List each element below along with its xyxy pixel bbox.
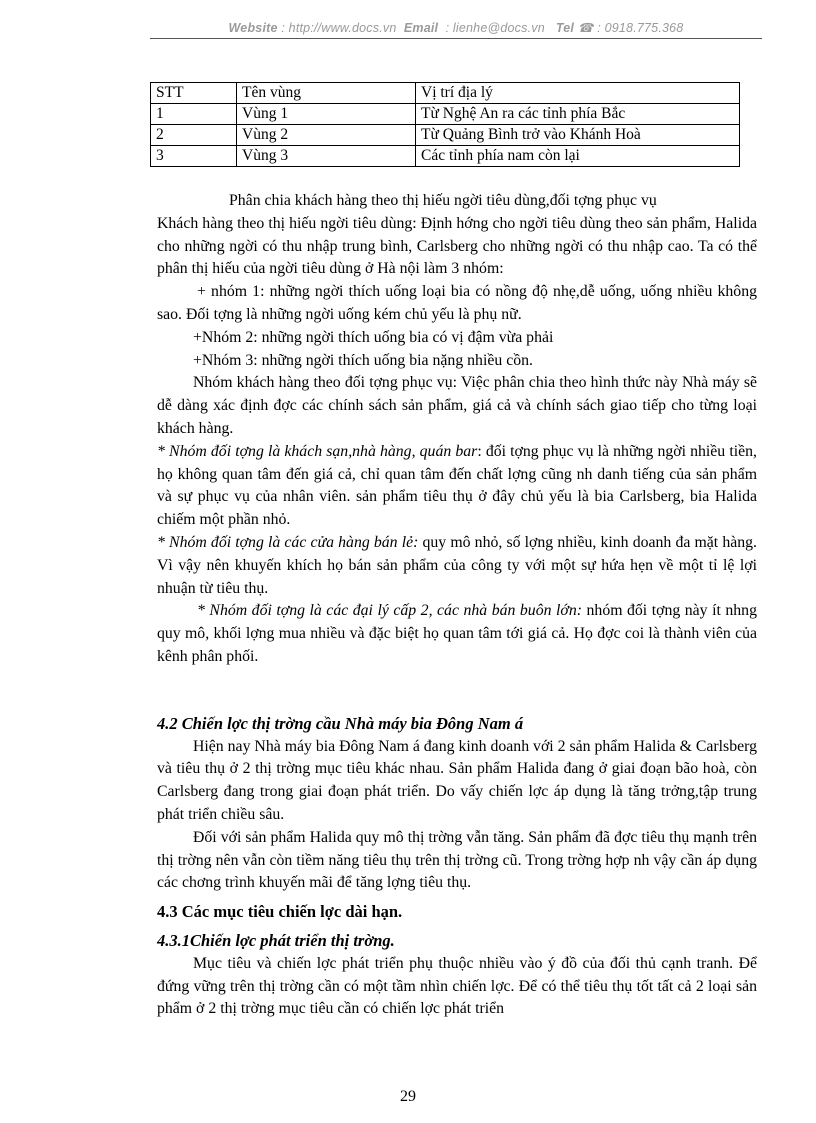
paragraph: Phân chia khách hàng theo thị hiếu ngời tiêu dùng,đối tợng phục vụ bbox=[229, 192, 657, 209]
table-cell: Vùng 1 bbox=[237, 104, 416, 125]
table-cell: Vùng 2 bbox=[237, 125, 416, 146]
table-cell: Từ Quảng Bình trở vào Khánh Hoà bbox=[416, 125, 740, 146]
paragraph: Khách hàng theo thị hiếu ngời tiêu dùng: Định hớng cho ngời tiêu dùng theo sản phẩm, Halida cho những ngời có thu nhập trung bình, Carlsberg cho những ngời có thu nhập cao. Ta có thể phân thị hiếu của ngời tiêu dùng ở Hà nội làm 3 nhóm: bbox=[157, 214, 757, 278]
page-number: 29 bbox=[400, 1088, 416, 1105]
table-header-cell: STT bbox=[151, 83, 237, 104]
table-header-cell: Tên vùng bbox=[237, 83, 416, 104]
paragraph: Hiện nay Nhà máy bia Đông Nam á đang kinh doanh với 2 sản phẩm Halida & Carlsberg và tiêu thụ ở 2 thị trờng mục tiêu khác nhau. Sản phẩm Halida đang ở giai đoạn bão hoà, còn Carlsberg đang trong giai đoạn phát triển. Do vấy chiến lợc áp dụng là tăng trởng,tập trung phát triển chiều sâu. bbox=[157, 737, 757, 823]
section-heading: 4.3 Các mục tiêu chiến lợc dài hạn. bbox=[157, 902, 403, 922]
table-cell: 1 bbox=[151, 104, 237, 125]
table-cell: 2 bbox=[151, 125, 237, 146]
table-cell: Các tỉnh phía nam còn lại bbox=[416, 146, 740, 167]
group-title: * Nhóm đối tợng là các cửa hàng bán lẻ: bbox=[157, 533, 419, 551]
tel-label: Tel bbox=[555, 21, 575, 35]
table-row bbox=[151, 125, 740, 146]
page-header bbox=[150, 20, 762, 35]
email-value: : lienhe@docs.vn bbox=[445, 21, 545, 35]
group-description: quy mô nhỏ, số lợng nhiều, kinh doanh đa mặt hàng. Vì vậy nên khuyến khích họ bán sản phẩm của công ty với một sự hứa hẹn về một tỉ lệ lợi nhuận từ tiêu thụ. bbox=[157, 533, 757, 597]
website-label: Website bbox=[228, 21, 278, 35]
paragraph bbox=[157, 600, 757, 668]
email-label: Email bbox=[403, 21, 439, 35]
table-cell: 3 bbox=[151, 146, 237, 167]
subsection-heading: 4.3.1Chiến lợc phát triển thị trờng. bbox=[157, 930, 395, 950]
group-title: * Nhóm đối tợng là khách sạn,nhà hàng, quán bar bbox=[157, 442, 478, 460]
header-divider bbox=[150, 38, 762, 39]
group-description: : đối tợng phục vụ là những ngời nhiều tiền, họ không quan tâm đến giá cả, chỉ quan tâm đến chất lợng cũng nh danh tiếng của sản phẩm và sự phục vụ của nhân viên. sản phẩm tiêu thụ ở đây chủ yếu là bia Carlsberg, bia Halida chiếm một phần nhỏ. bbox=[157, 442, 757, 529]
paragraph: Mục tiêu và chiến lợc phát triển phụ thuộc nhiều vào ý đồ của đối thủ cạnh tranh. Để đứng vững trên thị trờng cần có một tầm nhìn chiến lợc. Để có thể tiêu thụ tốt tất cả 2 loại sản phẩm ở 2 thị trờng mục tiêu cần có chiến lợc phát triển bbox=[157, 954, 757, 1018]
paragraph: +Nhóm 2: những ngời thích uống bia có vị đậm vừa phải bbox=[193, 328, 554, 346]
phone-icon: ☎ bbox=[577, 21, 594, 35]
table-row bbox=[151, 146, 740, 167]
table-cell: Từ Nghệ An ra các tỉnh phía Bắc bbox=[416, 104, 740, 125]
paragraph: + nhóm 1: những ngời thích uống loại bia có nồng độ nhẹ,dễ uống, uống nhiều không sao. Đối tợng là những ngời uống kém chủ yếu là phụ nữ. bbox=[157, 283, 757, 323]
paragraph: Đối với sản phẩm Halida quy mô thị trờng vẫn tăng. Sản phẩm đã đợc tiêu thụ mạnh trên thị trờng nên vẫn còn tiềm năng tiêu thụ trên thị trờng cũ. Trong trờng hợp nh vậy cần áp dụng các chơng trình khuyến mãi để tăng lợng tiêu thụ. bbox=[157, 828, 757, 892]
paragraph bbox=[157, 441, 757, 532]
table-cell: Vùng 3 bbox=[237, 146, 416, 167]
tel-value: : 0918.775.368 bbox=[597, 21, 684, 35]
paragraph: Nhóm khách hàng theo đối tợng phục vụ: Việc phân chia theo hình thức này Nhà máy sẽ dễ dàng xác định đợc các chính sách sản phẩm, giá cả và chính sách giao tiếp cho từng loại khách hàng. bbox=[157, 374, 757, 437]
table-row bbox=[151, 104, 740, 125]
body-content bbox=[157, 190, 757, 1021]
regions-table bbox=[150, 82, 740, 167]
table-header-cell: Vị trí địa lý bbox=[416, 83, 740, 104]
website-value: : http://www.docs.vn bbox=[281, 21, 397, 35]
group-title: * Nhóm đối tợng là các đại lý cấp 2, các nhà bán buôn lớn: bbox=[197, 602, 582, 620]
paragraph: +Nhóm 3: những ngời thích uống bia nặng nhiều cồn. bbox=[193, 351, 533, 369]
group-description: nhóm đối tợng này ít nhng quy mô, khối lợng mua nhiều và đặc biệt họ quan tâm tới giá cả. Họ đợc coi là thành viên của kênh phân phối. bbox=[157, 602, 757, 665]
table-header-row bbox=[151, 83, 740, 104]
section-heading: 4.2 Chiến lợc thị trờng cầu Nhà máy bia Đông Nam á bbox=[157, 713, 524, 733]
paragraph bbox=[157, 532, 757, 600]
